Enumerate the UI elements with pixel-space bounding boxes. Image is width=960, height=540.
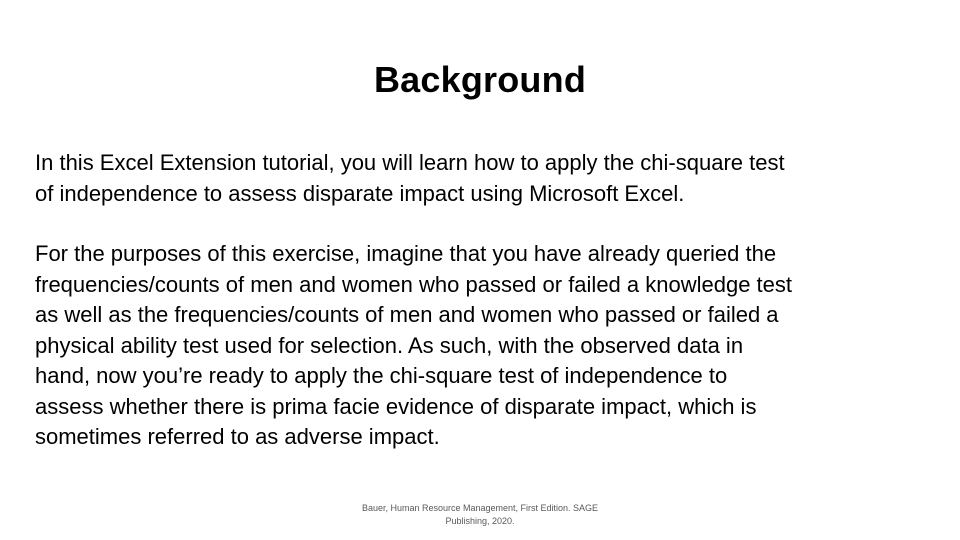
exercise-line-7: sometimes referred to as adverse impact.	[35, 424, 440, 449]
exercise-line-4: physical ability test used for selection. As such, with the observed data in	[35, 332, 744, 358]
citation-line-1: Bauer, Human Resource Management, First Edition. SAGE	[361, 503, 599, 513]
exercise-paragraph	[35, 239, 935, 453]
slide-title: Background	[373, 59, 587, 100]
exercise-line-5: hand, now you’re ready to apply the chi-square test of independence to	[35, 363, 728, 388]
exercise-line-1: For the purposes of this exercise, imagine that you have already queried the	[35, 241, 777, 266]
exercise-line-2: frequencies/counts of men and women who passed or failed a knowledge test	[35, 271, 793, 297]
citation-line-2: Publishing, 2020.	[445, 516, 515, 526]
slide-body	[35, 148, 935, 453]
intro-line-2: of independence to assess disparate impact using Microsoft Excel.	[35, 180, 685, 206]
intro-line-1: In this Excel Extension tutorial, you will learn how to apply the chi-square test	[35, 150, 785, 175]
exercise-line-3: as well as the frequencies/counts of men and women who passed or failed a	[35, 302, 779, 327]
intro-paragraph	[35, 148, 935, 209]
citation-footer	[330, 502, 630, 528]
exercise-line-6: assess whether there is prima facie evidence of disparate impact, which is	[35, 393, 757, 419]
